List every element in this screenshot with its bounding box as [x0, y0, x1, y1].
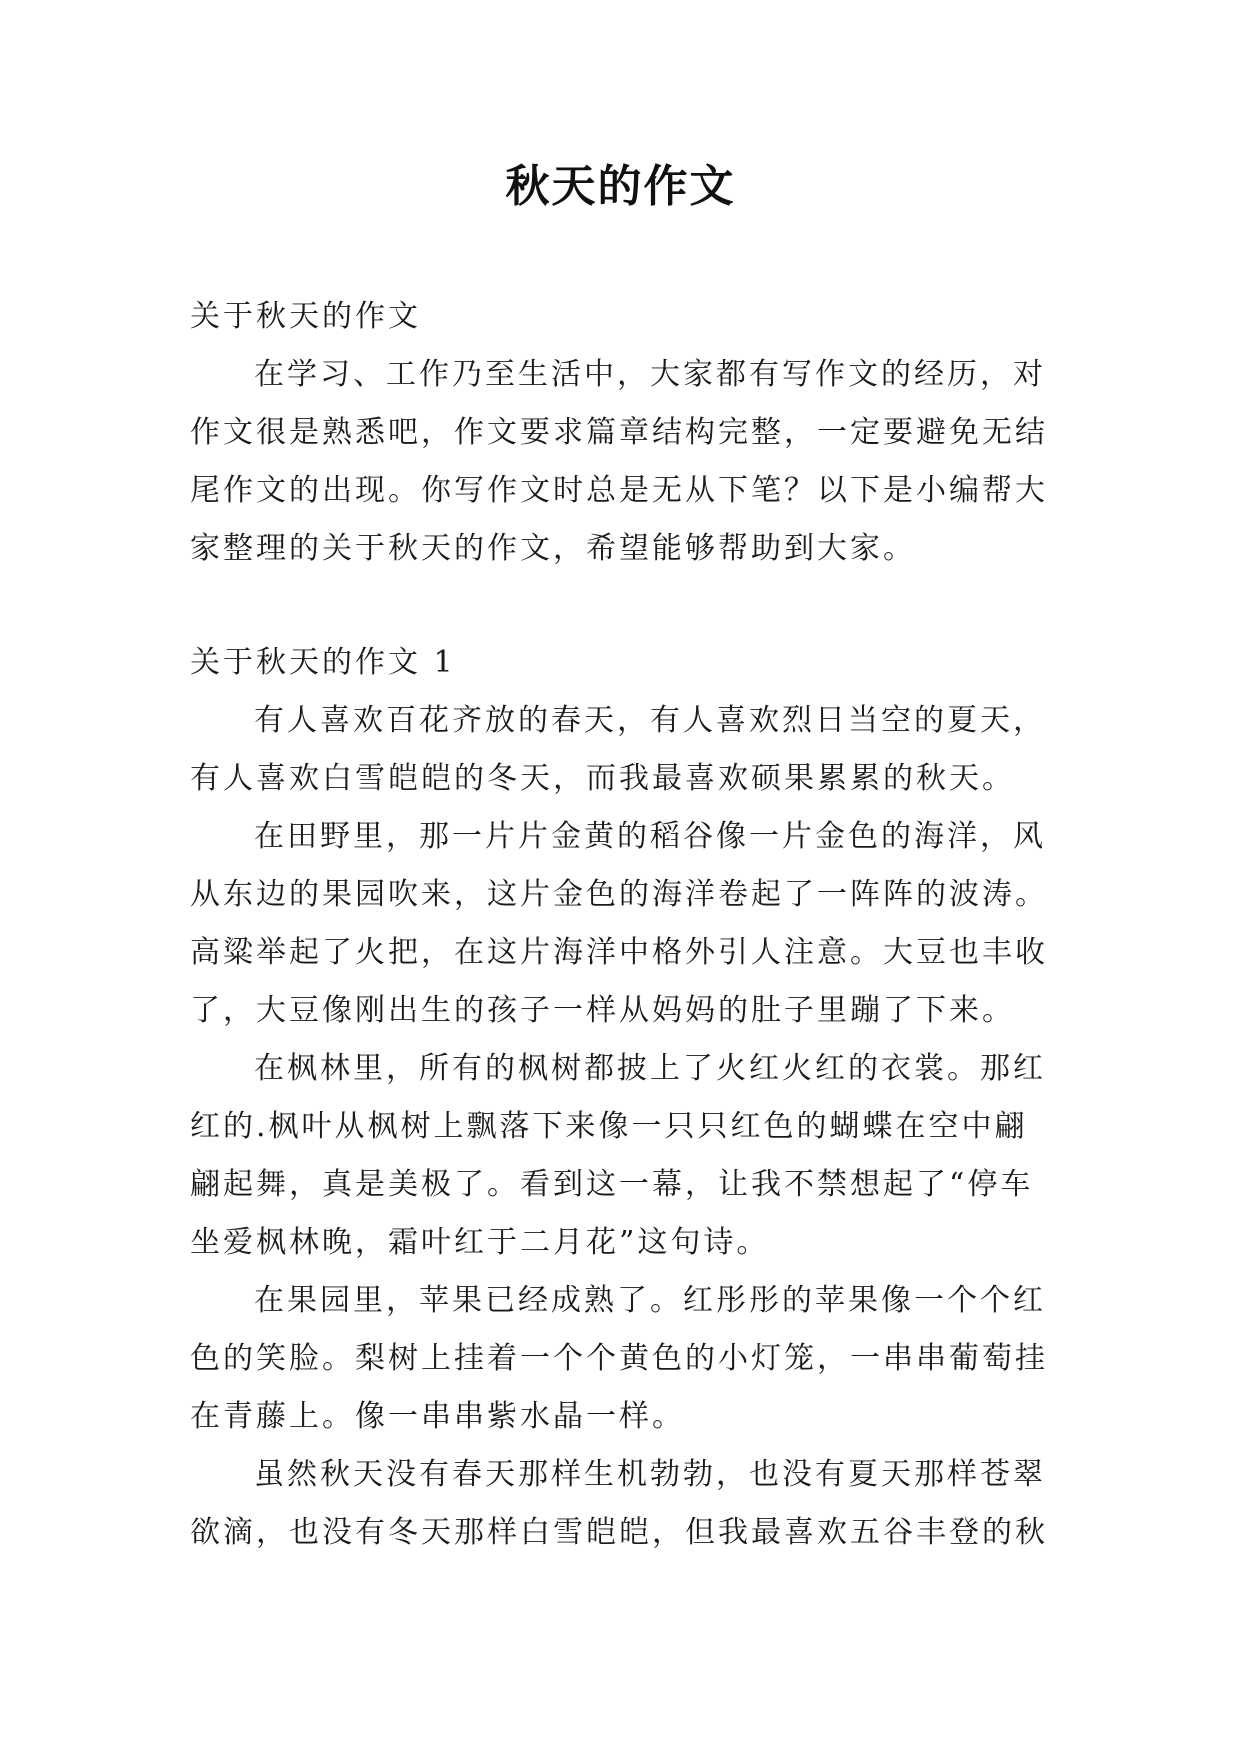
paragraph-line: 红的.枫叶从枫树上飘落下来像一只只红色的蝴蝶在空中翩 — [190, 1109, 1028, 1144]
document-title: 秋天的作文 — [505, 161, 736, 212]
paragraph-line: 在田野里，那一片片金黄的稻谷像一片金色的海洋，风 — [254, 819, 1046, 854]
paragraph-line: 翩起舞，真是美极了。看到这一幕，让我不禁想起了“停车 — [190, 1167, 1034, 1202]
paragraph-line: 作文很是熟悉吧，作文要求篇章结构完整，一定要避免无结 — [190, 415, 1048, 450]
paragraph-line: 在果园里，苹果已经成熟了。红彤彤的苹果像一个个红 — [254, 1283, 1046, 1318]
paragraph-line: 在青藤上。像一串串紫水晶一样。 — [190, 1399, 685, 1434]
section-heading: 关于秋天的作文 1 — [190, 645, 456, 680]
paragraph-4 — [190, 1272, 1050, 1446]
paragraph-5 — [190, 1446, 1050, 1562]
paragraph-line: 欲滴，也没有冬天那样白雪皑皑，但我最喜欢五谷丰登的秋 — [190, 1515, 1048, 1550]
paragraph-line: 色的笑脸。梨树上挂着一个个黄色的小灯笼，一串串葡萄挂 — [190, 1341, 1048, 1376]
paragraph-line: 在枫林里，所有的枫树都披上了火红火红的衣裳。那红 — [254, 1051, 1046, 1086]
paragraph-line: 坐爱枫林晚，霜叶红于二月花”这句诗。 — [190, 1225, 770, 1260]
blank-line — [190, 578, 1050, 634]
paragraph-3 — [190, 1040, 1050, 1272]
paragraph-line: 了，大豆像刚出生的孩子一样从妈妈的肚子里蹦了下来。 — [190, 993, 1015, 1028]
intro-paragraph — [190, 346, 1050, 578]
paragraph-line: 家整理的关于秋天的作文，希望能够帮助到大家。 — [190, 531, 916, 566]
paragraph-line: 在学习、工作乃至生活中，大家都有写作文的经历，对 — [254, 357, 1046, 392]
document-body — [190, 288, 1050, 1562]
paragraph-line: 高粱举起了火把，在这片海洋中格外引人注意。大豆也丰收 — [190, 935, 1048, 970]
paragraph-line: 有人喜欢百花齐放的春天，有人喜欢烈日当空的夏天， — [254, 703, 1046, 738]
paragraph-1 — [190, 692, 1050, 808]
paragraph-line: 从东边的果园吹来，这片金色的海洋卷起了一阵阵的波涛。 — [190, 877, 1048, 912]
section-heading: 关于秋天的作文 — [190, 299, 421, 334]
paragraph-line: 有人喜欢白雪皑皑的冬天，而我最喜欢硕果累累的秋天。 — [190, 761, 1015, 796]
paragraph-line: 尾作文的出现。你写作文时总是无从下笔？以下是小编帮大 — [190, 473, 1048, 508]
paragraph-line: 虽然秋天没有春天那样生机勃勃，也没有夏天那样苍翠 — [254, 1457, 1046, 1492]
paragraph-2 — [190, 808, 1050, 1040]
